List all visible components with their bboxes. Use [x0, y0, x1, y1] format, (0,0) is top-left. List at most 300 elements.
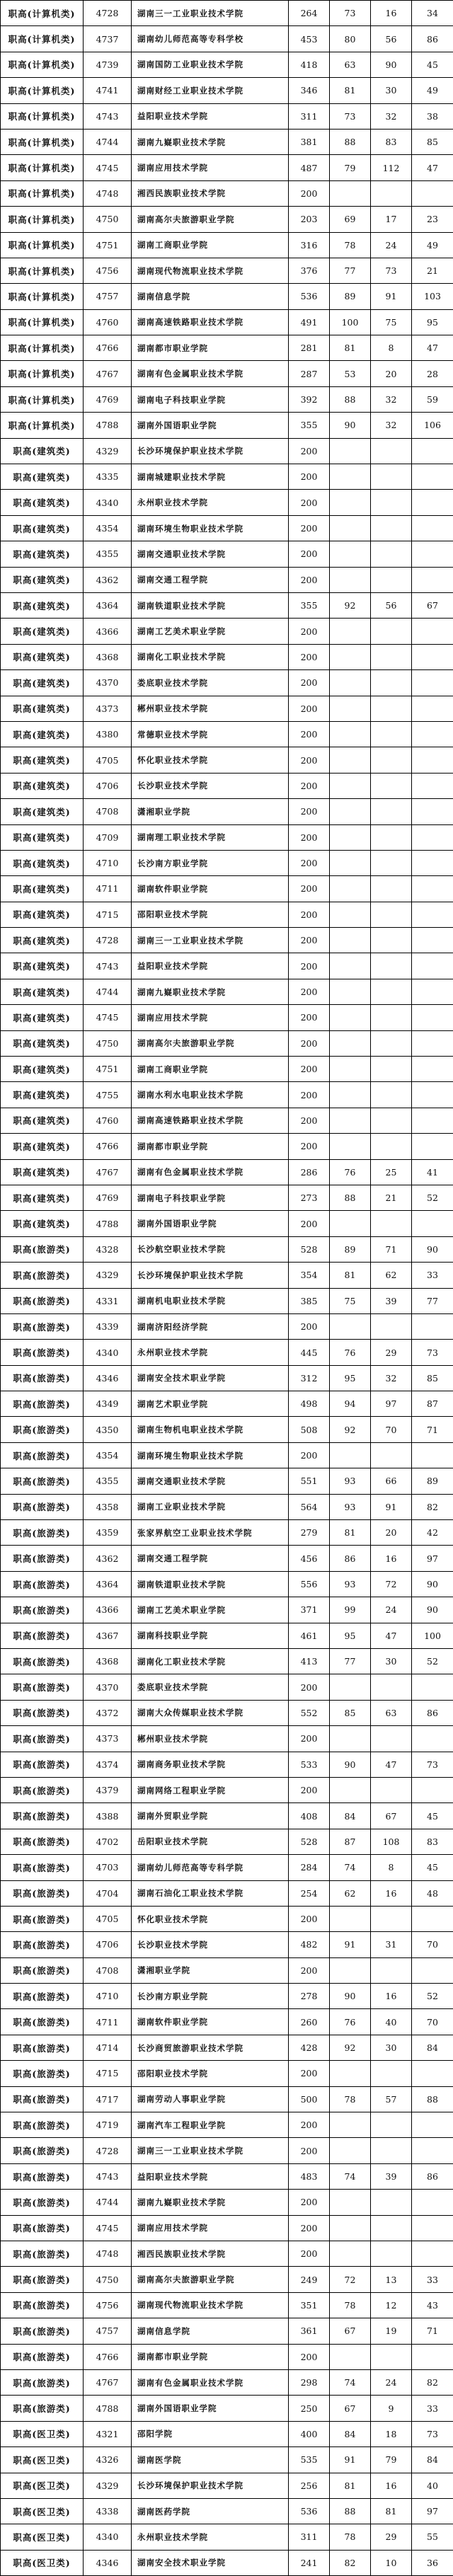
- table-row: [1, 1726, 453, 1752]
- category-cell: 职高(旅游类): [1, 1777, 84, 1802]
- score-col-2-cell: 93: [330, 1468, 371, 1494]
- category-cell: 职高(旅游类): [1, 1623, 84, 1648]
- score-col-3-cell: [371, 1442, 412, 1468]
- score-col-3-cell: [371, 490, 412, 515]
- school-name-cell: 怀化职业技术学院: [132, 747, 289, 773]
- category-cell: 职高(建筑类): [1, 799, 84, 824]
- score-col-4-cell: 41: [412, 1159, 453, 1185]
- score-col-3-cell: 91: [371, 284, 412, 309]
- score-col-2-cell: 63: [330, 52, 371, 77]
- category-cell: 职高(建筑类): [1, 464, 84, 490]
- school-code-cell: 4756: [84, 2292, 132, 2318]
- score-col-2-cell: 81: [330, 1520, 371, 1546]
- table-row: [1, 2241, 453, 2266]
- score-col-3-cell: 56: [371, 26, 412, 52]
- category-cell: 职高(旅游类): [1, 1494, 84, 1519]
- table-row: [1, 2550, 453, 2575]
- plan-or-score-cell: 552: [289, 1700, 330, 1725]
- plan-or-score-cell: 200: [289, 1005, 330, 1030]
- school-code-cell: 4706: [84, 1932, 132, 1957]
- score-col-4-cell: 90: [412, 1236, 453, 1262]
- score-col-3-cell: [371, 953, 412, 979]
- score-col-2-cell: 88: [330, 129, 371, 154]
- school-name-cell: 湖南化工职业技术学院: [132, 1649, 289, 1674]
- category-cell: 职高(旅游类): [1, 1674, 84, 1700]
- score-col-3-cell: 67: [371, 1803, 412, 1829]
- score-col-3-cell: [371, 902, 412, 927]
- school-code-cell: 4346: [84, 2550, 132, 2575]
- plan-or-score-cell: 241: [289, 2550, 330, 2575]
- school-name-cell: 湖南工艺美术职业学院: [132, 1597, 289, 1623]
- school-code-cell: 4769: [84, 386, 132, 412]
- table-row: [1, 386, 453, 412]
- category-cell: 职高(建筑类): [1, 670, 84, 696]
- plan-or-score-cell: 346: [289, 78, 330, 103]
- score-col-2-cell: 53: [330, 361, 371, 386]
- school-name-cell: 湖南外国语职业学院: [132, 413, 289, 438]
- plan-or-score-cell: 408: [289, 1803, 330, 1829]
- table-row: [1, 2035, 453, 2060]
- score-col-3-cell: [371, 876, 412, 902]
- school-name-cell: 湖南交通职业技术学院: [132, 541, 289, 567]
- school-name-cell: 湖南高速铁路职业技术学院: [132, 309, 289, 335]
- category-cell: 职高(旅游类): [1, 2009, 84, 2035]
- score-col-4-cell: 82: [412, 1494, 453, 1519]
- plan-or-score-cell: 200: [289, 490, 330, 515]
- school-name-cell: 湖南应用技术学院: [132, 2215, 289, 2241]
- table-row: [1, 2524, 453, 2550]
- score-col-3-cell: 47: [371, 1623, 412, 1648]
- table-row: [1, 1829, 453, 1854]
- category-cell: 职高(计算机类): [1, 180, 84, 206]
- plan-or-score-cell: 200: [289, 1057, 330, 1082]
- score-col-4-cell: [412, 1211, 453, 1236]
- score-col-2-cell: 78: [330, 2292, 371, 2318]
- category-cell: 职高(旅游类): [1, 1236, 84, 1262]
- category-cell: 职高(建筑类): [1, 1005, 84, 1030]
- school-name-cell: 娄底职业技术学院: [132, 1674, 289, 1700]
- score-col-2-cell: 67: [330, 2396, 371, 2421]
- school-name-cell: 湖南三一工业职业技术学院: [132, 1, 289, 26]
- school-name-cell: 湖南信息学院: [132, 2318, 289, 2344]
- score-col-4-cell: [412, 1674, 453, 1700]
- score-col-4-cell: [412, 670, 453, 696]
- score-col-4-cell: 52: [412, 1984, 453, 2009]
- score-col-3-cell: 90: [371, 52, 412, 77]
- school-code-cell: 4339: [84, 1313, 132, 1339]
- plan-or-score-cell: 413: [289, 1649, 330, 1674]
- category-cell: 职高(旅游类): [1, 2318, 84, 2344]
- plan-or-score-cell: 273: [289, 1185, 330, 1210]
- category-cell: 职高(旅游类): [1, 1932, 84, 1957]
- school-name-cell: 湖南安全技术职业学院: [132, 1365, 289, 1391]
- table-row: [1, 1880, 453, 1906]
- score-col-4-cell: [412, 644, 453, 669]
- score-col-4-cell: [412, 953, 453, 979]
- school-code-cell: 4705: [84, 1906, 132, 1931]
- school-code-cell: 4703: [84, 1855, 132, 1880]
- score-col-4-cell: [412, 696, 453, 721]
- school-name-cell: 湖南三一工业职业技术学院: [132, 2138, 289, 2163]
- school-code-cell: 4766: [84, 2344, 132, 2369]
- score-col-4-cell: [412, 721, 453, 747]
- category-cell: 职高(医卫类): [1, 2421, 84, 2446]
- school-code-cell: 4368: [84, 644, 132, 669]
- score-col-3-cell: 62: [371, 1263, 412, 1288]
- table-row: [1, 1649, 453, 1674]
- category-cell: 职高(旅游类): [1, 1700, 84, 1725]
- score-col-2-cell: 73: [330, 1, 371, 26]
- score-col-4-cell: [412, 1005, 453, 1030]
- score-col-4-cell: [412, 438, 453, 464]
- category-cell: 职高(旅游类): [1, 2035, 84, 2060]
- score-col-3-cell: 30: [371, 2035, 412, 2060]
- school-name-cell: 湖南城建职业技术学院: [132, 464, 289, 490]
- school-code-cell: 4745: [84, 2215, 132, 2241]
- school-name-cell: 湖南有色金属职业技术学院: [132, 2369, 289, 2395]
- score-col-3-cell: 16: [371, 1, 412, 26]
- school-code-cell: 4362: [84, 567, 132, 592]
- plan-or-score-cell: 200: [289, 2215, 330, 2241]
- score-col-3-cell: [371, 2215, 412, 2241]
- plan-or-score-cell: 200: [289, 1674, 330, 1700]
- school-name-cell: 湖南外贸职业学院: [132, 1803, 289, 1829]
- score-col-4-cell: 71: [412, 2318, 453, 2344]
- table-row: [1, 490, 453, 515]
- school-name-cell: 湖南高速铁路职业技术学院: [132, 1108, 289, 1133]
- score-col-2-cell: [330, 1442, 371, 1468]
- plan-or-score-cell: 200: [289, 1082, 330, 1108]
- plan-or-score-cell: 200: [289, 1906, 330, 1931]
- plan-or-score-cell: 311: [289, 103, 330, 129]
- score-col-3-cell: [371, 850, 412, 875]
- category-cell: 职高(旅游类): [1, 2061, 84, 2086]
- plan-or-score-cell: 381: [289, 129, 330, 154]
- plan-or-score-cell: 200: [289, 1957, 330, 1983]
- school-name-cell: 湖南水利水电职业技术学院: [132, 1082, 289, 1108]
- school-name-cell: 湖南化工职业技术学院: [132, 644, 289, 669]
- plan-or-score-cell: 200: [289, 438, 330, 464]
- school-code-cell: 4744: [84, 2190, 132, 2215]
- score-col-2-cell: 91: [330, 2447, 371, 2473]
- school-name-cell: 邵阳职业技术学院: [132, 2061, 289, 2086]
- score-col-4-cell: [412, 1082, 453, 1108]
- score-col-3-cell: 32: [371, 413, 412, 438]
- category-cell: 职高(旅游类): [1, 1391, 84, 1417]
- table-row: [1, 1906, 453, 1931]
- school-code-cell: 4388: [84, 1803, 132, 1829]
- plan-or-score-cell: 371: [289, 1597, 330, 1623]
- school-name-cell: 岳阳职业技术学院: [132, 1829, 289, 1854]
- score-col-3-cell: 16: [371, 1984, 412, 2009]
- table-row: [1, 1030, 453, 1056]
- category-cell: 职高(旅游类): [1, 1313, 84, 1339]
- school-name-cell: 湖南财经工业职业技术学院: [132, 78, 289, 103]
- school-name-cell: 湖南都市职业学院: [132, 335, 289, 361]
- school-name-cell: 湖南软件职业学院: [132, 2009, 289, 2035]
- school-name-cell: 张家界航空工业职业技术学院: [132, 1520, 289, 1546]
- school-code-cell: 4744: [84, 979, 132, 1004]
- school-name-cell: 湖南国防工业职业技术学院: [132, 52, 289, 77]
- school-name-cell: 益阳职业技术学院: [132, 953, 289, 979]
- school-code-cell: 4743: [84, 103, 132, 129]
- plan-or-score-cell: 200: [289, 567, 330, 592]
- score-col-3-cell: 24: [371, 232, 412, 258]
- category-cell: 职高(计算机类): [1, 361, 84, 386]
- school-code-cell: 4350: [84, 1417, 132, 1442]
- score-col-3-cell: [371, 515, 412, 541]
- plan-or-score-cell: 200: [289, 824, 330, 850]
- category-cell: 职高(旅游类): [1, 2138, 84, 2163]
- score-col-2-cell: [330, 1726, 371, 1752]
- plan-or-score-cell: 284: [289, 1855, 330, 1880]
- table-row: [1, 876, 453, 902]
- school-code-cell: 4367: [84, 1623, 132, 1648]
- plan-or-score-cell: 200: [289, 928, 330, 953]
- table-row: [1, 1571, 453, 1597]
- table-row: [1, 2138, 453, 2163]
- score-col-2-cell: [330, 1906, 371, 1931]
- school-name-cell: 常德职业技术学院: [132, 721, 289, 747]
- score-col-3-cell: 56: [371, 592, 412, 618]
- score-col-2-cell: 74: [330, 2163, 371, 2189]
- score-col-2-cell: 95: [330, 1365, 371, 1391]
- school-code-cell: 4714: [84, 2035, 132, 2060]
- school-name-cell: 湖南电子科技职业学院: [132, 386, 289, 412]
- plan-or-score-cell: 385: [289, 1288, 330, 1313]
- school-code-cell: 4767: [84, 361, 132, 386]
- table-row: [1, 1108, 453, 1133]
- plan-or-score-cell: 351: [289, 2292, 330, 2318]
- plan-or-score-cell: 298: [289, 2369, 330, 2395]
- category-cell: 职高(建筑类): [1, 619, 84, 644]
- plan-or-score-cell: 533: [289, 1752, 330, 1777]
- category-cell: 职高(旅游类): [1, 1906, 84, 1931]
- school-code-cell: 4715: [84, 2061, 132, 2086]
- school-code-cell: 4743: [84, 2163, 132, 2189]
- plan-or-score-cell: 200: [289, 747, 330, 773]
- school-name-cell: 潇湘职业学院: [132, 1957, 289, 1983]
- score-col-3-cell: [371, 2061, 412, 2086]
- score-col-3-cell: 12: [371, 2292, 412, 2318]
- score-col-2-cell: 76: [330, 2009, 371, 2035]
- table-row: [1, 1855, 453, 1880]
- category-cell: 职高(旅游类): [1, 1597, 84, 1623]
- table-row: [1, 1082, 453, 1108]
- plan-or-score-cell: 256: [289, 2473, 330, 2498]
- score-col-2-cell: [330, 541, 371, 567]
- score-col-4-cell: 47: [412, 155, 453, 180]
- school-name-cell: 湖南医学院: [132, 2447, 289, 2473]
- school-code-cell: 4750: [84, 1030, 132, 1056]
- school-code-cell: 4362: [84, 1546, 132, 1571]
- school-code-cell: 4358: [84, 1494, 132, 1519]
- plan-or-score-cell: 200: [289, 1211, 330, 1236]
- table-row: [1, 1263, 453, 1288]
- score-col-2-cell: [330, 515, 371, 541]
- table-row: [1, 103, 453, 129]
- category-cell: 职高(旅游类): [1, 2086, 84, 2112]
- plan-or-score-cell: 500: [289, 2086, 330, 2112]
- score-col-4-cell: 88: [412, 2086, 453, 2112]
- category-cell: 职高(建筑类): [1, 1211, 84, 1236]
- plan-or-score-cell: 528: [289, 1829, 330, 1854]
- score-col-4-cell: [412, 799, 453, 824]
- score-col-2-cell: [330, 747, 371, 773]
- table-row: [1, 232, 453, 258]
- school-code-cell: 4710: [84, 850, 132, 875]
- plan-or-score-cell: 200: [289, 2112, 330, 2138]
- score-col-3-cell: [371, 567, 412, 592]
- category-cell: 职高(旅游类): [1, 1880, 84, 1906]
- school-code-cell: 4340: [84, 1340, 132, 1365]
- category-cell: 职高(旅游类): [1, 1957, 84, 1983]
- score-col-2-cell: [330, 824, 371, 850]
- school-name-cell: 湖南交通工程学院: [132, 567, 289, 592]
- score-col-2-cell: [330, 490, 371, 515]
- table-row: [1, 1185, 453, 1210]
- plan-or-score-cell: 200: [289, 670, 330, 696]
- plan-or-score-cell: 249: [289, 2267, 330, 2292]
- plan-or-score-cell: 254: [289, 1880, 330, 1906]
- score-col-3-cell: 40: [371, 2009, 412, 2035]
- school-code-cell: 4708: [84, 1957, 132, 1983]
- score-col-2-cell: 84: [330, 1803, 371, 1829]
- school-name-cell: 湖南机电职业技术学院: [132, 1288, 289, 1313]
- table-row: [1, 129, 453, 154]
- category-cell: 职高(旅游类): [1, 1803, 84, 1829]
- school-code-cell: 4366: [84, 1597, 132, 1623]
- category-cell: 职高(旅游类): [1, 1263, 84, 1288]
- score-col-3-cell: [371, 180, 412, 206]
- category-cell: 职高(建筑类): [1, 1134, 84, 1159]
- plan-or-score-cell: 556: [289, 1571, 330, 1597]
- score-col-4-cell: 73: [412, 1340, 453, 1365]
- school-name-cell: 湖南现代物流职业技术学院: [132, 258, 289, 283]
- school-name-cell: 湖南有色金属职业技术学院: [132, 1159, 289, 1185]
- school-code-cell: 4756: [84, 258, 132, 283]
- school-code-cell: 4743: [84, 953, 132, 979]
- school-code-cell: 4321: [84, 2421, 132, 2446]
- category-cell: 职高(建筑类): [1, 541, 84, 567]
- plan-or-score-cell: 482: [289, 1932, 330, 1957]
- plan-or-score-cell: 445: [289, 1340, 330, 1365]
- score-col-4-cell: 28: [412, 361, 453, 386]
- table-row: [1, 2163, 453, 2189]
- score-col-3-cell: [371, 541, 412, 567]
- plan-or-score-cell: 279: [289, 1520, 330, 1546]
- score-col-4-cell: 49: [412, 232, 453, 258]
- category-cell: 职高(建筑类): [1, 696, 84, 721]
- school-code-cell: 4719: [84, 2112, 132, 2138]
- table-row: [1, 1288, 453, 1313]
- plan-or-score-cell: 361: [289, 2318, 330, 2344]
- score-col-3-cell: [371, 1030, 412, 1056]
- score-col-4-cell: 36: [412, 2550, 453, 2575]
- score-col-4-cell: 21: [412, 258, 453, 283]
- school-code-cell: 4331: [84, 1288, 132, 1313]
- score-col-4-cell: [412, 1057, 453, 1082]
- score-col-4-cell: [412, 747, 453, 773]
- plan-or-score-cell: 260: [289, 2009, 330, 2035]
- score-col-2-cell: 81: [330, 335, 371, 361]
- score-col-3-cell: 30: [371, 78, 412, 103]
- score-col-3-cell: [371, 2112, 412, 2138]
- score-col-2-cell: 85: [330, 1700, 371, 1725]
- school-name-cell: 湖南高尔夫旅游职业学院: [132, 2267, 289, 2292]
- category-cell: 职高(建筑类): [1, 644, 84, 669]
- category-cell: 职高(旅游类): [1, 1442, 84, 1468]
- score-col-2-cell: [330, 464, 371, 490]
- school-name-cell: 湖南信息学院: [132, 284, 289, 309]
- table-row: [1, 2369, 453, 2395]
- score-col-2-cell: 95: [330, 1623, 371, 1648]
- category-cell: 职高(计算机类): [1, 386, 84, 412]
- score-col-2-cell: 91: [330, 1932, 371, 1957]
- school-code-cell: 4748: [84, 2241, 132, 2266]
- table-row: [1, 2421, 453, 2446]
- score-col-2-cell: [330, 567, 371, 592]
- score-col-2-cell: [330, 2215, 371, 2241]
- score-col-4-cell: [412, 928, 453, 953]
- plan-or-score-cell: 203: [289, 207, 330, 232]
- table-row: [1, 2190, 453, 2215]
- table-row: [1, 670, 453, 696]
- school-code-cell: 4368: [84, 1649, 132, 1674]
- plan-or-score-cell: 355: [289, 592, 330, 618]
- score-col-3-cell: [371, 1134, 412, 1159]
- score-col-3-cell: 39: [371, 2163, 412, 2189]
- plan-or-score-cell: 200: [289, 619, 330, 644]
- score-col-4-cell: 34: [412, 1, 453, 26]
- score-col-2-cell: 80: [330, 26, 371, 52]
- score-col-4-cell: [412, 464, 453, 490]
- score-col-4-cell: 95: [412, 309, 453, 335]
- score-col-4-cell: 23: [412, 207, 453, 232]
- plan-or-score-cell: 354: [289, 1263, 330, 1288]
- score-col-4-cell: [412, 2215, 453, 2241]
- score-col-3-cell: 32: [371, 386, 412, 412]
- score-col-3-cell: 30: [371, 1649, 412, 1674]
- plan-or-score-cell: 200: [289, 2138, 330, 2163]
- score-col-4-cell: 86: [412, 26, 453, 52]
- school-code-cell: 4705: [84, 747, 132, 773]
- score-col-3-cell: [371, 979, 412, 1004]
- score-col-2-cell: 99: [330, 1597, 371, 1623]
- score-col-2-cell: [330, 1777, 371, 1802]
- score-col-4-cell: [412, 1777, 453, 1802]
- table-row: [1, 78, 453, 103]
- school-code-cell: 4750: [84, 2267, 132, 2292]
- category-cell: 职高(计算机类): [1, 258, 84, 283]
- school-code-cell: 4706: [84, 773, 132, 798]
- plan-or-score-cell: 200: [289, 180, 330, 206]
- school-name-cell: 邵阳学院: [132, 2421, 289, 2446]
- score-col-4-cell: [412, 1030, 453, 1056]
- category-cell: 职高(建筑类): [1, 1057, 84, 1082]
- school-code-cell: 4757: [84, 284, 132, 309]
- category-cell: 职高(建筑类): [1, 721, 84, 747]
- school-code-cell: 4760: [84, 309, 132, 335]
- score-col-2-cell: 92: [330, 1417, 371, 1442]
- category-cell: 职高(医卫类): [1, 2550, 84, 2575]
- table-row: [1, 180, 453, 206]
- score-col-2-cell: 88: [330, 2498, 371, 2524]
- score-col-4-cell: 85: [412, 129, 453, 154]
- score-col-4-cell: 90: [412, 1571, 453, 1597]
- plan-or-score-cell: 355: [289, 413, 330, 438]
- category-cell: 职高(旅游类): [1, 2215, 84, 2241]
